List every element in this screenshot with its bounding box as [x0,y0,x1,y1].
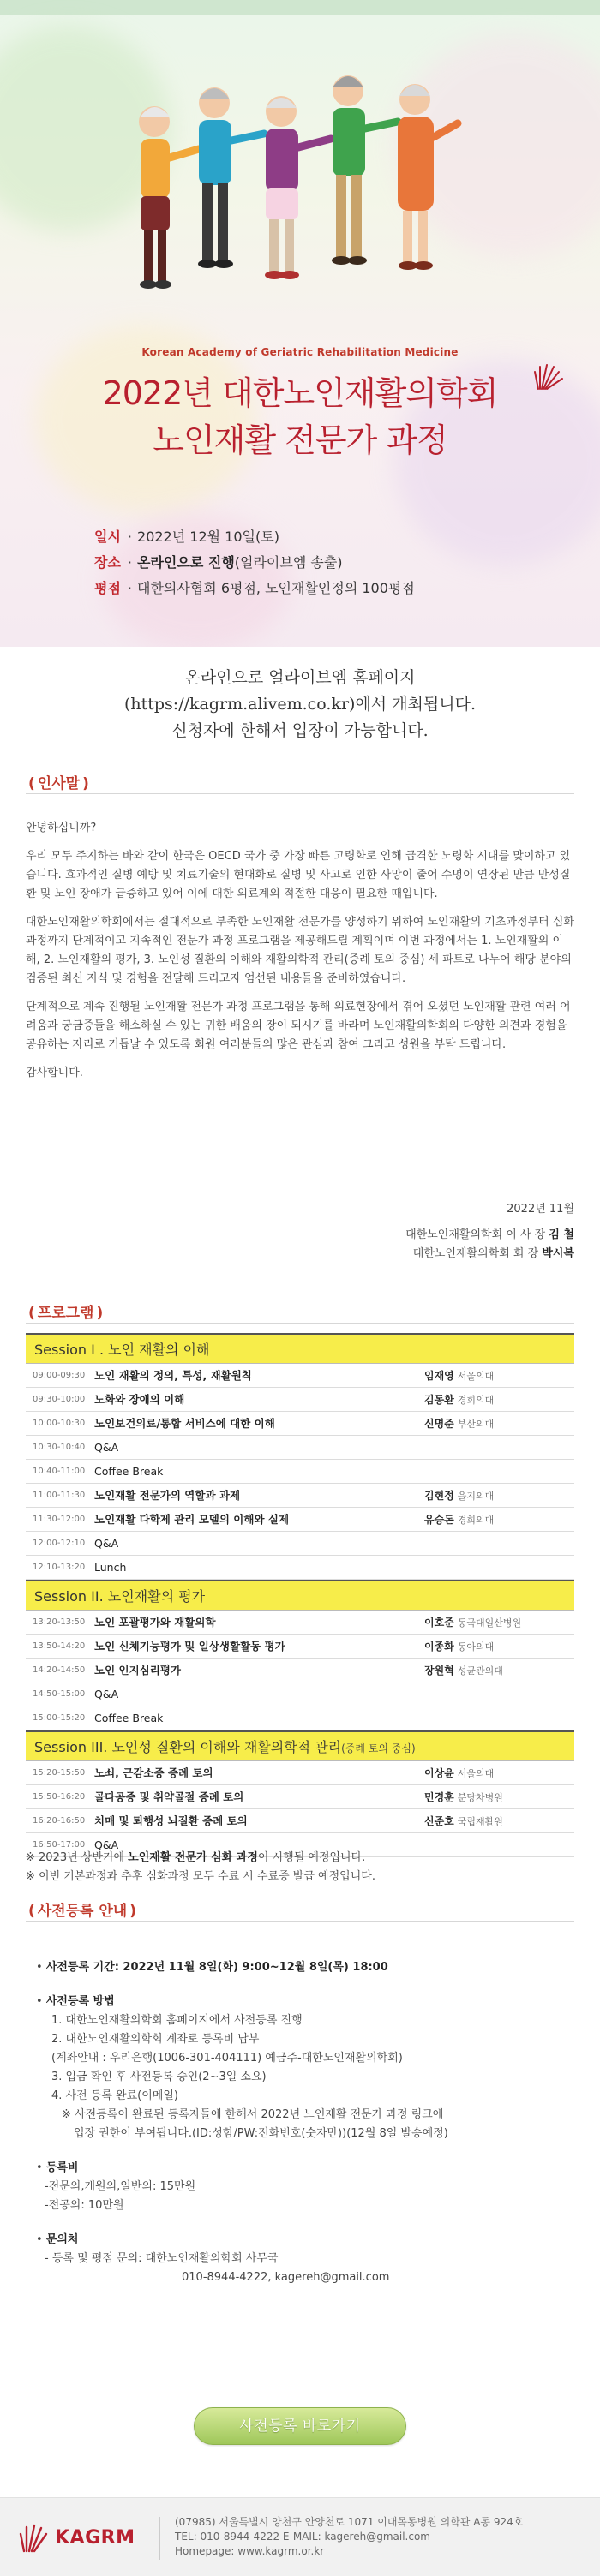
footer-line: (07985) 서울특별시 양천구 안양천로 1071 이대목동병원 의학관 A동 924호 [175,2516,524,2528]
time-slot: 15:00-15:20 [33,1713,86,1723]
program-row [26,1388,574,1412]
time-slot: 10:40-11:00 [33,1467,86,1476]
session-header: Session I . 노인 재활의 이해 [26,1333,574,1364]
footer [0,2497,600,2576]
online-notice [0,665,600,744]
info-key: 평점 [94,580,121,596]
program-row [26,1635,574,1659]
info-key: 일시 [94,529,121,545]
divider [26,793,574,794]
reg-step: 1. 대한노인재활의학회 홈페이지에서 사전등록 진행 [51,2014,303,2027]
speaker [424,1532,574,1555]
time-slot: 09:30-10:00 [33,1395,86,1404]
reg-contact: - 등록 및 평점 문의: 대한노인재활의학회 사무국 [45,2252,279,2265]
top-bar [0,0,600,15]
kagrm-logo[interactable] [17,2520,146,2555]
notice-line: 온라인으로 얼라이브엠 홈페이지 [184,668,416,687]
event-info [94,524,415,601]
footer-divider [159,2517,160,2560]
talk-title: 노쇠, 근감소증 증례 토의 [94,1766,213,1779]
info-row-date: 일시 · 2022년 12월 10일(토) [94,529,279,545]
speaker [424,1436,574,1459]
talk-title: Lunch [94,1561,127,1574]
program-row [26,1785,574,1809]
hero-banner [0,0,600,647]
program-row [26,1412,574,1436]
reg-step-note: 입장 권한이 부여됩니다.(ID:성함/PW:전화번호(숫자만))(12월 8일 발송예정) [74,2127,448,2140]
reg-step: (계좌안내 : 우리은행(1006-301-404111) 예금주-대한노인재활의학회) [51,2052,403,2065]
time-slot: 11:30-12:00 [33,1515,86,1524]
session-header: Session III. 노인성 질환의 이해와 재활의학적 관리(증례 토의 중심) [26,1730,574,1761]
reg-contact: 010-8944-4222, kagereh@gmail.com [182,2271,390,2284]
senior-figure [265,96,331,279]
talk-title: Q&A [94,1688,119,1700]
sign-line: 대한노인재활의학회 이 사 장 김 철 [405,1228,574,1241]
divider [26,1323,574,1324]
time-slot: 14:20-14:50 [33,1665,86,1675]
speaker: 이호준 동국대일산병원 [424,1617,522,1629]
info-value-bold: 온라인으로 진행 [137,554,235,571]
sign-line: 대한노인재활의학회 회 장 박시복 [412,1247,574,1260]
time-slot: 10:00-10:30 [33,1419,86,1428]
footer-address [175,2515,523,2559]
speaker: 장원혁 성균관의대 [424,1665,503,1676]
speaker: 이상윤 서울의대 [424,1767,495,1779]
time-slot: 14:50-15:00 [33,1689,86,1699]
note-line: ※ 이번 기본과정과 추후 심화과정 모두 수료 시 수료증 발급 예정입니다. [26,1870,375,1883]
senior-figure [139,106,199,289]
paragraph: 감사합니다. [26,1067,83,1079]
talk-title: 노화와 장애의 이해 [94,1393,185,1406]
speaker: 이종화 동아의대 [424,1641,495,1653]
program-table [26,1333,574,1857]
org-english-name: Korean Academy of Geriatric Rehabilitation Medicine [141,346,459,358]
talk-title: 노인 포괄평가와 재활의학 [94,1616,216,1629]
program-row [26,1484,574,1508]
program-row [26,1460,574,1484]
registration-info [36,1958,576,2287]
program-notes [26,1849,574,1886]
paragraph: 대한노인재활의학회에서는 절대적으로 부족한 노인재활 전문가를 양성하기 위하여 노인재활의 기초과정부터 심화과정까지 단계적이고 지속적인 전문가 과정 프로그램을 제공해드릴 계획이며 이번 과정에서는 1. 노인재활의 이해, 2. 노인재활의 평가, 3. 노인성 질환의 이해와 재활의학적 관리(증례 토의 중심) 세 파트로 나누어 해당 분야의 검증된 최신 지식 및 경험을 전달해 드리고자 엄선된 내용들을 준비하였습니다. [26,916,574,985]
speaker: 김현정 을지의대 [424,1490,495,1502]
session-header: Session II. 노인재활의 평가 [26,1580,574,1611]
program-row [26,1706,574,1730]
program-row [26,1532,574,1556]
time-slot: 15:20-15:50 [33,1768,86,1778]
talk-title: Q&A [94,1441,119,1454]
speaker: 민경훈 분당차병원 [424,1791,503,1803]
footer-line: TEL: 010-8944-4222 E-MAIL: kagereh@gmail.com [175,2531,430,2543]
reg-step: 3. 입금 확인 후 사전등록 승인(2~3일 소요) [51,2071,267,2083]
paragraph: 우리 모두 주지하는 바와 같이 한국은 OECD 국가 중 가장 빠른 고령화로 인해 급격한 노령화 시대를 맞이하고 있습니다. 효과적인 질병 예방 및 치료기술의 현대화로 질병 및 사고로 인한 사망이 줄어 수명이 연장된 만큼 만성질환 및 노인 장애가 급증하고 있어 이에 대한 의료계의 적절한 대응이 필요한 때입니다. [26,850,571,900]
divider [26,1921,574,1922]
program-row [26,1436,574,1460]
logo-text: KAGRM [55,2527,135,2549]
sunburst-logo-icon [17,2520,51,2555]
talk-title: 노인재활 전문가의 역할과 과제 [94,1489,241,1502]
section-heading-program: ( 프로그램 ) [28,1305,104,1322]
info-value: 대한의사협회 6평점, 노인재활인정의 100평점 [137,580,415,596]
event-title-line2: 노인재활 전문가 과정 [153,421,447,459]
reg-fee: -전공의: 10만원 [45,2199,124,2212]
reg-fee-label: • 등록비 [36,2161,79,2174]
time-slot: 11:00-11:30 [33,1491,86,1500]
info-value: 2022년 12월 10일(토) [137,529,279,545]
time-slot: 12:00-12:10 [33,1539,86,1548]
note-line: ※ 2023년 상반기에 노인재활 전문가 심화 과정이 시행될 예정입니다. [26,1851,366,1864]
program-row [26,1809,574,1833]
speaker [424,1682,574,1706]
reg-period: • 사전등록 기간: 2022년 11월 8일(화) 9:00~12월 8일(목) 18:00 [36,1961,388,1974]
talk-title: 노인보건의료/통합 서비스에 대한 이해 [94,1417,275,1430]
register-button[interactable]: 사전등록 바로가기 [194,2407,406,2445]
program-row [26,1761,574,1785]
event-title-line1: 2022년 대한노인재활의학회 [102,374,498,412]
program-row [26,1364,574,1388]
senior-figure [332,75,398,265]
talk-title: Q&A [94,1537,119,1550]
speaker [424,1706,574,1730]
seniors-dancing-illustration [129,21,471,303]
time-slot: 16:50-17:00 [33,1840,86,1850]
talk-title: 골다공증 및 취약골절 증례 토의 [94,1790,244,1803]
program-row [26,1659,574,1682]
talk-title: 노인재활 다학제 관리 모델의 이해와 실제 [94,1513,290,1526]
info-row-place: 장소 · 온라인으로 진행(얼라이브엠 송출) [94,554,343,571]
time-slot: 12:10-13:20 [33,1563,86,1572]
talk-title: Coffee Break [94,1712,164,1724]
talk-title: 노인 재활의 정의, 특성, 재활원칙 [94,1369,252,1382]
program-row [26,1556,574,1580]
info-value: (얼라이브엠 송출) [234,554,343,571]
speaker: 임재영 서울의대 [424,1370,495,1382]
section-heading-registration: ( 사전등록 안내 ) [28,1903,137,1920]
time-slot: 09:00-09:30 [33,1371,86,1380]
greeting-text [26,819,574,1092]
reg-fee: -전문의,개원의,일반의: 15만원 [45,2180,196,2193]
reg-contact-label: • 문의처 [36,2233,79,2246]
speaker [424,1556,574,1579]
speaker [424,1460,574,1483]
reg-step: 2. 대한노인재활의학회 계좌로 등록비 납부 [51,2033,260,2046]
reg-step: 4. 사전 등록 완료(이메일) [51,2089,178,2102]
section-heading-greeting: ( 인사말 ) [28,775,89,792]
time-slot: 10:30-10:40 [33,1443,86,1452]
time-slot: 13:20-13:50 [33,1617,86,1627]
reg-step-note: ※ 사전등록이 완료된 등록자들에 한해서 2022년 노인재활 전문가 과정 링크에 [62,2108,444,2121]
footer-line[interactable]: Homepage: www.kagrm.or.kr [175,2545,325,2557]
speaker: 유승돈 경희의대 [424,1514,495,1526]
time-slot: 16:20-16:50 [33,1816,86,1826]
paragraph: 안녕하십니까? [26,822,97,834]
time-slot: 15:50-16:20 [33,1792,86,1802]
paragraph: 단계적으로 계속 진행될 노인재활 전문가 과정 프로그램을 통해 의료현장에서 겪어 오셨던 노인재활 관련 여러 어려움과 궁금증들을 해소하실 수 있는 귀한 배움의 장이 되시기를 바라며 노인재활의학회의 다양한 의견과 경험을 공유하는 자리로 거듭날 수 있도록 회원 여러분들의 많은 관심과 참여 그리고 성원을 부탁 드립니다. [26,1001,571,1051]
speaker: 김동환 경희의대 [424,1394,495,1406]
sign-date: 2022년 11월 [507,1203,574,1216]
notice-line: 신청자에 한해서 입장이 가능합니다. [171,721,429,740]
program-row [26,1508,574,1532]
speaker: 신준호 국립재활원 [424,1815,503,1827]
talk-title: Q&A [94,1838,119,1851]
senior-figure [398,84,458,270]
notice-line: (https://kagrm.alivem.co.kr)에서 개최됩니다. [123,695,477,714]
info-key: 장소 [94,554,121,571]
talk-title: 노인 인지심리평가 [94,1664,181,1676]
info-row-credit: 평점 · 대한의사협회 6평점, 노인재활인정의 100평점 [94,580,415,596]
talk-title: 노인 신체기능평가 및 일상생활활동 평가 [94,1640,285,1653]
senior-figure [198,87,264,268]
speaker: 신명준 부산의대 [424,1418,495,1430]
time-slot: 13:50-14:20 [33,1641,86,1651]
talk-title: Coffee Break [94,1465,164,1478]
reg-method-label: • 사전등록 방법 [36,1995,115,2008]
program-row [26,1611,574,1635]
talk-title: 치매 및 퇴행성 뇌질환 증례 토의 [94,1814,248,1827]
program-row [26,1682,574,1706]
